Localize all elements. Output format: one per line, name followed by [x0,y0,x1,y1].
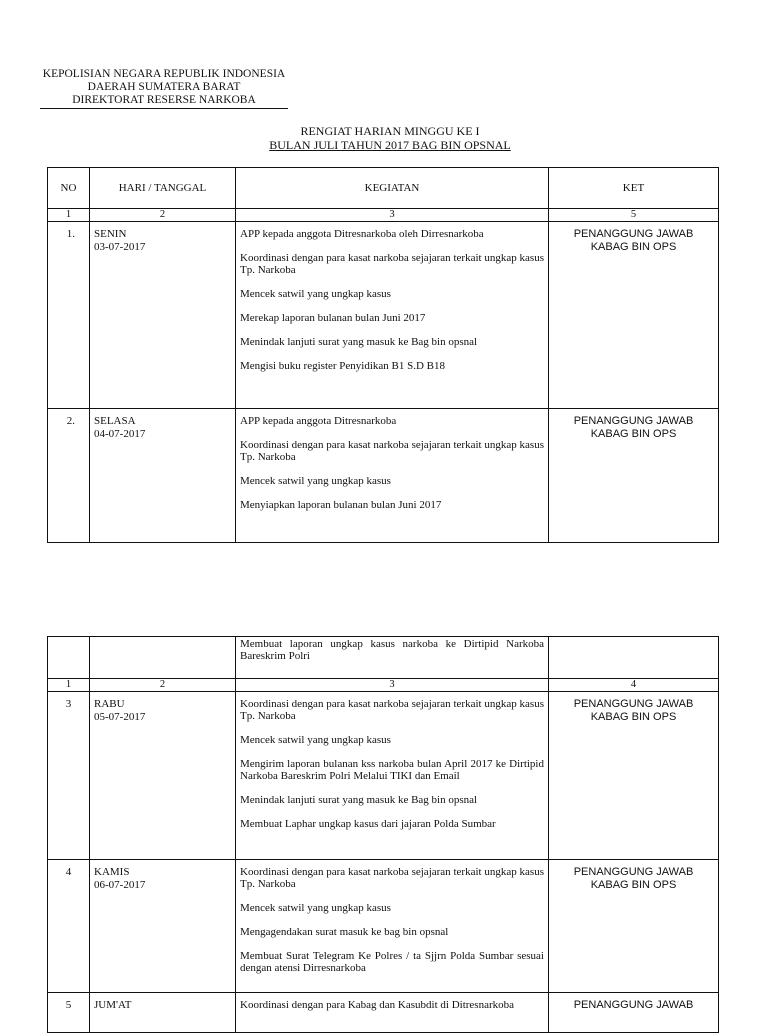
activity-item: Mencek satwil yang ungkap kasus [240,734,391,746]
activity-item: Menindak lanjuti surat yang masuk ke Bag bin opsnal [240,336,478,348]
table-row [48,409,719,543]
table-row [48,692,719,860]
header-line-3: DIREKTORAT RESERSE NARKOBA [40,94,288,109]
row-number: 1. [48,222,90,409]
activity-item: Koordinasi dengan para kasat narkoba sejajaran terkait ungkap kasus Tp. Narkoba [240,698,544,722]
ket-cell [549,222,719,409]
activity-item: Mencek satwil yang ungkap kasus [240,288,391,300]
table-row [48,860,719,993]
activities-cell [236,222,549,409]
continuation-activity: Membuat laporan ungkap kasus narkoba ke Dirtipid Narkoba Bareskrim Polri [240,638,544,662]
date: 05-07-2017 [94,710,146,723]
header-no: NO [48,168,90,209]
column-number: 5 [549,209,719,222]
activity-item: Koordinasi dengan para Kabag dan Kasubdit di Ditresnarkoba [240,999,515,1011]
ket-line-2: KABAG BIN OPS [590,878,677,891]
activities-cell [236,993,549,1033]
schedule-table-page-2 [47,636,719,1033]
row-number: 2. [48,409,90,543]
day-name: SENIN [94,228,127,240]
document-title [240,124,540,152]
activity-item: Koordinasi dengan para kasat narkoba sejajaran terkait ungkap kasus Tp. Narkoba [240,252,544,276]
activity-item: Menyiapkan laporan bulanan bulan Juni 2017 [240,499,442,511]
document-header [40,68,288,109]
column-number: 2 [90,679,236,692]
ket-line-2: KABAG BIN OPS [590,710,677,723]
date: 06-07-2017 [94,878,146,891]
header-kegiatan: KEGIATAN [236,168,549,209]
continuation-row [48,637,719,679]
activity-item: Mencek satwil yang ungkap kasus [240,902,391,914]
day-name: KAMIS [94,866,130,878]
activity-item: Koordinasi dengan para kasat narkoba sejajaran terkait ungkap kasus Tp. Narkoba [240,866,544,890]
activities-cell [236,692,549,860]
day-date-cell [90,409,236,543]
ket-cell [549,860,719,993]
column-number: 2 [90,209,236,222]
day-name: RABU [94,698,125,710]
column-number: 3 [236,209,549,222]
row-number: 4 [48,860,90,993]
table-row [48,222,719,409]
schedule-table-page-1 [47,167,719,543]
header-hari-tanggal: HARI / TANGGAL [90,168,236,209]
activities-cell [236,409,549,543]
table-row [48,993,719,1033]
column-number-row [48,209,719,222]
title-line-2: BULAN JULI TAHUN 2017 BAG BIN OPSNAL [269,138,511,152]
row-number: 5 [48,993,90,1033]
title-line-1: RENGIAT HARIAN MINGGU KE I [300,124,480,138]
day-date-cell [90,860,236,993]
column-number-row [48,679,719,692]
ket-cell [549,409,719,543]
ket-line-1: PENANGGUNG JAWAB [573,415,694,427]
ket-cell [549,692,719,860]
ket-cell [549,993,719,1033]
day-date-cell [90,222,236,409]
column-number: 3 [236,679,549,692]
day-date-cell [90,993,236,1033]
activities-cell [236,860,549,993]
column-number: 1 [48,209,90,222]
activity-item: Mengisi buku register Penyidikan B1 S.D B18 [240,360,446,372]
ket-line-1: PENANGGUNG JAWAB [573,698,694,710]
activity-item: Mencek satwil yang ungkap kasus [240,475,391,487]
day-name: JUM'AT [94,999,132,1011]
date: 04-07-2017 [94,427,146,440]
ket-line-1: PENANGGUNG JAWAB [573,228,694,240]
activity-item: Merekap laporan bulanan bulan Juni 2017 [240,312,426,324]
activity-item: Menindak lanjuti surat yang masuk ke Bag bin opsnal [240,794,478,806]
row-number: 3 [48,692,90,860]
header-line-2: DAERAH SUMATERA BARAT [87,81,241,93]
column-number: 1 [48,679,90,692]
activity-item: Mengirim laporan bulanan kss narkoba bulan April 2017 ke Dirtipid Narkoba Bareskrim Polri Melalui TIKI dan Email [240,758,544,782]
header-line-1: KEPOLISIAN NEGARA REPUBLIK INDONESIA [42,68,286,80]
table-header-row [48,168,719,209]
ket-line-1: PENANGGUNG JAWAB [573,999,694,1011]
column-number: 4 [549,679,719,692]
header-ket: KET [549,168,719,209]
activity-item: APP kepada anggota Ditresnarkoba [240,415,397,427]
ket-line-1: PENANGGUNG JAWAB [573,866,694,878]
day-name: SELASA [94,415,136,427]
day-date-cell [90,692,236,860]
activity-item: Koordinasi dengan para kasat narkoba sejajaran terkait ungkap kasus Tp. Narkoba [240,439,544,463]
ket-line-2: KABAG BIN OPS [590,427,677,440]
activity-item: Mengagendakan surat masuk ke bag bin opsnal [240,926,449,938]
activity-item: Membuat Laphar ungkap kasus dari jajaran Polda Sumbar [240,818,496,830]
ket-line-2: KABAG BIN OPS [590,240,677,253]
activity-item: Membuat Surat Telegram Ke Polres / ta Sjjrn Polda Sumbar sesuai dengan atensi Dirresnarkoba [240,950,544,974]
activity-item: APP kepada anggota Ditresnarkoba oleh Dirresnarkoba [240,228,484,240]
date: 03-07-2017 [94,240,146,253]
